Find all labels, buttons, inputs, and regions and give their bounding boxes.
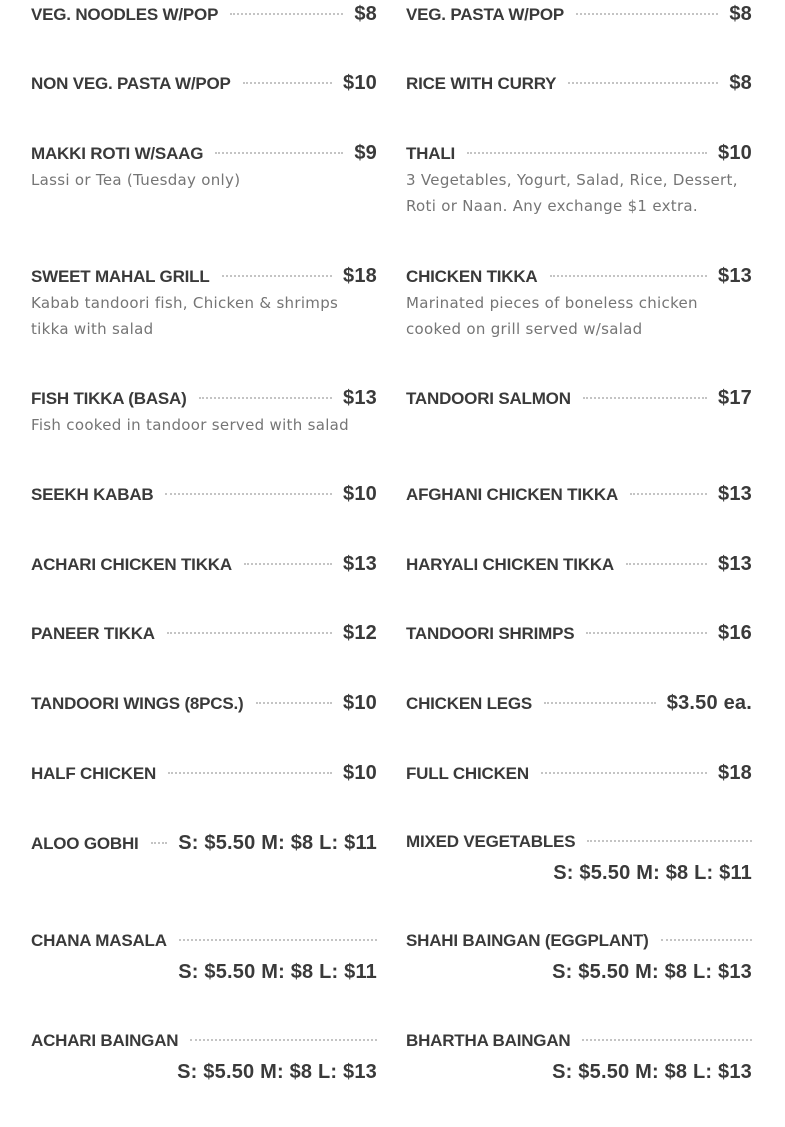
item-description: Fish cooked in tandoor served with salad <box>31 416 349 434</box>
menu-item-shahi-baingan <box>406 931 752 984</box>
dot-leader <box>541 772 707 774</box>
item-price: $10 <box>343 762 377 784</box>
menu-item-tandoori-wings <box>31 692 377 715</box>
item-name: SHAHI BAINGAN (EGGPLANT) <box>406 931 649 950</box>
item-name: HARYALI CHICKEN TIKKA <box>406 555 614 574</box>
menu-item-veg-pasta <box>406 3 752 26</box>
item-name: CHANA MASALA <box>31 931 167 950</box>
item-price: S: $5.50 M: $8 L: $13 <box>177 1061 377 1083</box>
item-name: CHICKEN TIKKA <box>406 267 538 286</box>
menu-item-makki-roti <box>31 142 377 193</box>
item-description: Lassi or Tea (Tuesday only) <box>31 171 241 189</box>
dot-leader <box>626 563 707 565</box>
menu-item-veg-noodles <box>31 3 377 26</box>
dot-leader <box>179 939 377 941</box>
item-name: FISH TIKKA (BASA) <box>31 389 187 408</box>
item-price: S: $5.50 M: $8 L: $11 <box>553 862 752 884</box>
menu-item-half-chicken <box>31 762 377 785</box>
item-name: ACHARI CHICKEN TIKKA <box>31 555 232 574</box>
item-description: Marinated pieces of boneless chicken cooked on grill served w/salad <box>406 294 698 338</box>
menu-item-tandoori-salmon <box>406 387 752 410</box>
item-name: THALI <box>406 144 456 163</box>
item-price: $13 <box>343 553 377 575</box>
menu-item-full-chicken <box>406 762 752 785</box>
item-name: SWEET MAHAL GRILL <box>31 267 210 286</box>
item-name: FULL CHICKEN <box>406 764 529 783</box>
item-description: Kabab tandoori fish, Chicken & shrimps tikka with salad <box>31 294 339 338</box>
dot-leader <box>550 275 708 277</box>
item-price: $13 <box>718 553 752 575</box>
item-price: S: $5.50 M: $8 L: $13 <box>552 1061 752 1083</box>
dot-leader <box>544 702 656 704</box>
item-name: ACHARI BAINGAN <box>31 1031 179 1050</box>
item-name: PANEER TIKKA <box>31 624 155 643</box>
item-price: S: $5.50 M: $8 L: $11 <box>178 832 377 854</box>
dot-leader <box>199 397 332 399</box>
menu-item-non-veg-pasta <box>31 72 377 95</box>
menu-item-afghani-chicken-tikka <box>406 483 752 506</box>
item-price: $8 <box>729 72 752 94</box>
item-price: $18 <box>343 265 377 287</box>
item-name: NON VEG. PASTA W/POP <box>31 74 231 93</box>
item-price: $17 <box>718 387 752 409</box>
item-name: MAKKI ROTI W/SAAG <box>31 144 204 163</box>
item-price: $12 <box>343 622 377 644</box>
dot-leader <box>165 493 332 495</box>
item-name: TANDOORI WINGS (8PCS.) <box>31 694 244 713</box>
menu-item-paneer-tikka <box>31 622 377 645</box>
item-price: $10 <box>343 692 377 714</box>
menu-item-chicken-tikka <box>406 265 752 342</box>
dot-leader <box>168 772 332 774</box>
dot-leader <box>586 632 707 634</box>
item-name: RICE WITH CURRY <box>406 74 557 93</box>
item-price: $3.50 ea. <box>666 692 752 714</box>
dot-leader <box>190 1039 377 1041</box>
item-price: $10 <box>343 483 377 505</box>
menu-item-thali <box>406 142 752 219</box>
dot-leader <box>467 152 707 154</box>
item-price: $13 <box>718 265 752 287</box>
item-price: $8 <box>354 3 377 25</box>
menu-item-haryali-chicken-tikka <box>406 553 752 576</box>
dot-leader <box>167 632 332 634</box>
menu-item-rice-with-curry <box>406 72 752 95</box>
item-price: $9 <box>354 142 377 164</box>
dot-leader <box>587 840 752 842</box>
dot-leader <box>243 82 332 84</box>
menu-item-achari-baingan <box>31 1031 377 1084</box>
item-name: CHICKEN LEGS <box>406 694 533 713</box>
item-price: $10 <box>343 72 377 94</box>
dot-leader <box>582 1039 752 1041</box>
menu-item-chana-masala <box>31 931 377 984</box>
menu-item-achari-chicken-tikka <box>31 553 377 576</box>
item-name: BHARTHA BAINGAN <box>406 1031 571 1050</box>
item-price: $16 <box>718 622 752 644</box>
dot-leader <box>222 275 332 277</box>
item-name: SEEKH KABAB <box>31 485 154 504</box>
item-name: VEG. NOODLES W/POP <box>31 5 219 24</box>
item-name: TANDOORI SHRIMPS <box>406 624 575 643</box>
item-price: $13 <box>343 387 377 409</box>
menu-item-aloo-gobhi <box>31 832 377 855</box>
item-price: S: $5.50 M: $8 L: $11 <box>178 961 377 983</box>
item-name: HALF CHICKEN <box>31 764 157 783</box>
item-price: $10 <box>718 142 752 164</box>
item-price: S: $5.50 M: $8 L: $13 <box>552 961 752 983</box>
item-name: AFGHANI CHICKEN TIKKA <box>406 485 619 504</box>
dot-leader <box>151 842 168 844</box>
menu-item-chicken-legs <box>406 692 752 715</box>
item-name: VEG. PASTA W/POP <box>406 5 565 24</box>
item-name: ALOO GOBHI <box>31 834 139 853</box>
dot-leader <box>576 13 718 15</box>
menu-item-mixed-vegetables <box>406 832 752 885</box>
menu-item-seekh-kabab <box>31 483 377 506</box>
dot-leader <box>244 563 332 565</box>
dot-leader <box>230 13 343 15</box>
item-price: $18 <box>718 762 752 784</box>
menu-item-tandoori-shrimps <box>406 622 752 645</box>
menu-item-sweet-mahal-grill <box>31 265 377 342</box>
item-description: 3 Vegetables, Yogurt, Salad, Rice, Dessert, Roti or Naan. Any exchange $1 extra. <box>406 171 738 215</box>
dot-leader <box>630 493 707 495</box>
item-price: $13 <box>718 483 752 505</box>
dot-leader <box>661 939 752 941</box>
menu-item-fish-tikka <box>31 387 377 438</box>
dot-leader <box>256 702 333 704</box>
dot-leader <box>215 152 343 154</box>
menu-item-bhartha-baingan <box>406 1031 752 1084</box>
item-price: $8 <box>729 3 752 25</box>
item-name: TANDOORI SALMON <box>406 389 571 408</box>
dot-leader <box>568 82 718 84</box>
dot-leader <box>583 397 707 399</box>
item-name: MIXED VEGETABLES <box>406 832 576 851</box>
